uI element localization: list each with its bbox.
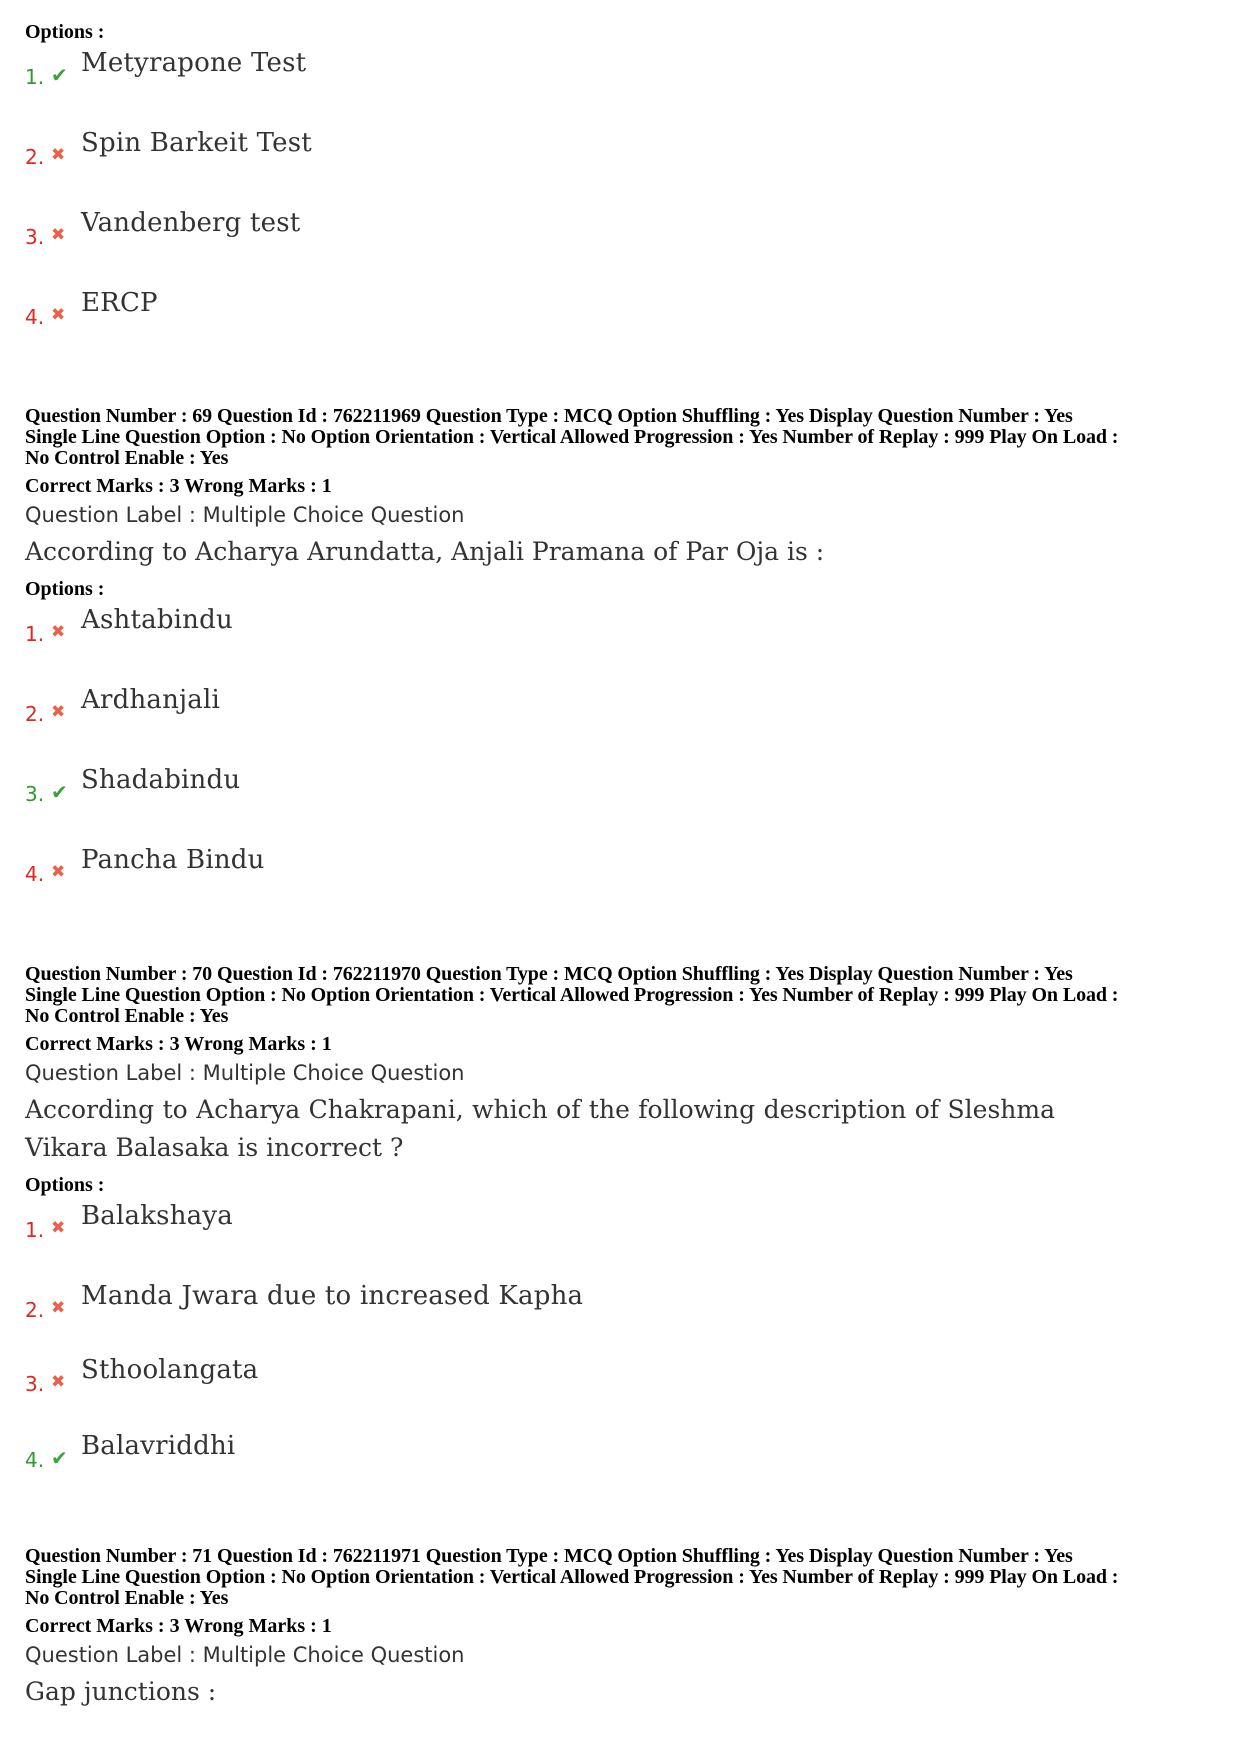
option-item bbox=[25, 283, 1215, 363]
option-number: 4. bbox=[25, 1448, 45, 1472]
meta-line: No Control Enable : Yes bbox=[25, 447, 229, 469]
option-text: Balavriddhi bbox=[81, 1431, 236, 1461]
question-meta bbox=[25, 406, 1215, 469]
options-label: Options : bbox=[25, 21, 105, 43]
cross-icon: ✖ bbox=[51, 145, 66, 165]
option-item bbox=[25, 760, 1215, 840]
option-number: 4. bbox=[25, 305, 45, 329]
option-text: Shadabindu bbox=[81, 765, 241, 795]
option-number: 3. bbox=[25, 782, 45, 806]
check-icon: ✔ bbox=[51, 63, 68, 87]
options-label: Options : bbox=[25, 578, 105, 600]
option-number: 2. bbox=[25, 1298, 45, 1322]
options-label: Options : bbox=[25, 1174, 105, 1196]
check-icon: ✔ bbox=[51, 780, 68, 804]
option-item bbox=[25, 43, 1215, 123]
cross-icon: ✖ bbox=[51, 622, 66, 642]
option-number: 3. bbox=[25, 225, 45, 249]
option-item bbox=[25, 680, 1215, 760]
question-block-70 bbox=[25, 964, 1215, 1506]
option-text: ERCP bbox=[81, 288, 158, 318]
option-text: Manda Jwara due to increased Kapha bbox=[81, 1281, 584, 1311]
option-item bbox=[25, 1276, 1215, 1350]
cross-icon: ✖ bbox=[51, 305, 66, 325]
question-block-71 bbox=[25, 1546, 1215, 1711]
option-item bbox=[25, 1426, 1215, 1506]
marks-line: Correct Marks : 3 Wrong Marks : 1 bbox=[25, 1615, 332, 1637]
option-number: 3. bbox=[25, 1372, 45, 1396]
meta-line: Question Number : 70 Question Id : 762211970 Question Type : MCQ Option Shuffling : Yes Display Question Number : Yes bbox=[25, 963, 1073, 985]
cross-icon: ✖ bbox=[51, 1372, 66, 1392]
question-meta bbox=[25, 1546, 1215, 1609]
meta-line: Single Line Question Option : No Option Orientation : Vertical Allowed Progression : Yes Number of Replay : 999 Play On Load : bbox=[25, 984, 1119, 1006]
option-text: Spin Barkeit Test bbox=[81, 128, 312, 158]
question-meta bbox=[25, 964, 1215, 1027]
meta-line: Single Line Question Option : No Option Orientation : Vertical Allowed Progression : Yes Number of Replay : 999 Play On Load : bbox=[25, 1566, 1119, 1588]
marks-line: Correct Marks : 3 Wrong Marks : 1 bbox=[25, 1033, 332, 1055]
question-label: Question Label : Multiple Choice Question bbox=[25, 1643, 465, 1667]
cross-icon: ✖ bbox=[51, 1298, 66, 1318]
option-text: Ashtabindu bbox=[81, 605, 233, 635]
option-number: 1. bbox=[25, 65, 45, 89]
marks-line: Correct Marks : 3 Wrong Marks : 1 bbox=[25, 475, 332, 497]
option-text: Balakshaya bbox=[81, 1201, 233, 1231]
cross-icon: ✖ bbox=[51, 1218, 66, 1238]
meta-line: Question Number : 69 Question Id : 762211969 Question Type : MCQ Option Shuffling : Yes Display Question Number : Yes bbox=[25, 405, 1073, 427]
check-icon: ✔ bbox=[51, 1446, 68, 1470]
option-text: Sthoolangata bbox=[81, 1355, 259, 1385]
option-item bbox=[25, 123, 1215, 203]
cross-icon: ✖ bbox=[51, 702, 66, 722]
question-text: According to Acharya Chakrapani, which of the following description of Sleshma Vikara Balasaka is incorrect ? bbox=[25, 1095, 1055, 1162]
option-item bbox=[25, 1196, 1215, 1276]
option-text: Pancha Bindu bbox=[81, 845, 265, 875]
cross-icon: ✖ bbox=[51, 862, 66, 882]
meta-line: Question Number : 71 Question Id : 762211971 Question Type : MCQ Option Shuffling : Yes Display Question Number : Yes bbox=[25, 1545, 1073, 1567]
option-item bbox=[25, 600, 1215, 680]
question-text: Gap junctions : bbox=[25, 1677, 217, 1706]
meta-line: No Control Enable : Yes bbox=[25, 1587, 229, 1609]
option-item bbox=[25, 1350, 1215, 1426]
meta-line: Single Line Question Option : No Option Orientation : Vertical Allowed Progression : Yes Number of Replay : 999 Play On Load : bbox=[25, 426, 1119, 448]
option-number: 1. bbox=[25, 1218, 45, 1242]
option-number: 2. bbox=[25, 702, 45, 726]
option-item bbox=[25, 840, 1215, 920]
option-text: Ardhanjali bbox=[81, 685, 221, 715]
option-text: Metyrapone Test bbox=[81, 48, 307, 78]
option-number: 2. bbox=[25, 145, 45, 169]
question-block-69 bbox=[25, 406, 1215, 920]
option-number: 4. bbox=[25, 862, 45, 886]
prev-question-options bbox=[25, 22, 1215, 363]
option-number: 1. bbox=[25, 622, 45, 646]
question-text: According to Acharya Arundatta, Anjali Pramana of Par Oja is : bbox=[25, 537, 825, 566]
question-label: Question Label : Multiple Choice Question bbox=[25, 1061, 465, 1085]
meta-line: No Control Enable : Yes bbox=[25, 1005, 229, 1027]
cross-icon: ✖ bbox=[51, 225, 66, 245]
option-text: Vandenberg test bbox=[81, 208, 301, 238]
document-page bbox=[25, 22, 1215, 1711]
option-item bbox=[25, 203, 1215, 283]
question-label: Question Label : Multiple Choice Question bbox=[25, 503, 465, 527]
